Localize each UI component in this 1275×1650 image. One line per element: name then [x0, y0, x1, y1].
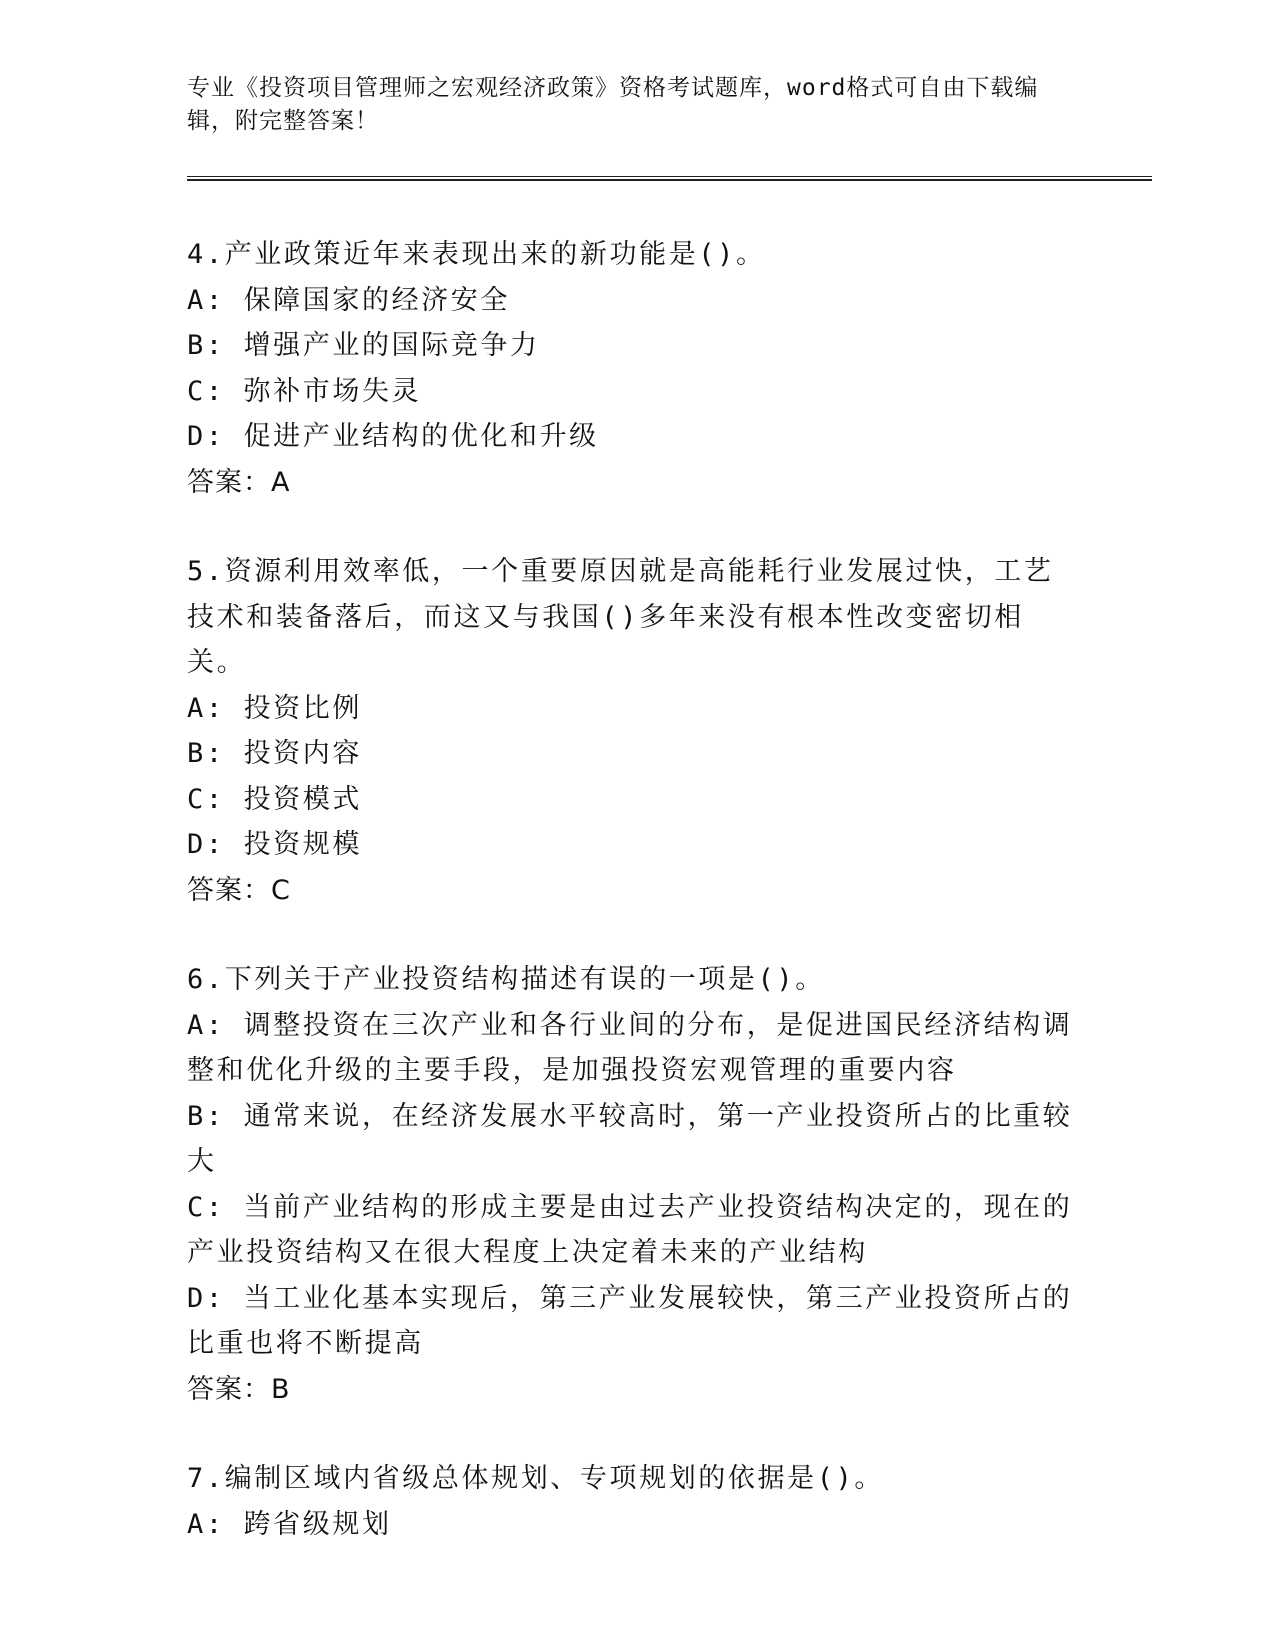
- option-a: A: 跨省级规划: [187, 1508, 392, 1540]
- option-d: D: 投资规模: [187, 829, 362, 860]
- answer: 答案：A: [187, 466, 291, 498]
- option-a: A: 调整投资在三次产业和各行业间的分布，是促进国民经济结构调整和优化升级的主要手段，是加强投资宏观管理的重要内容: [187, 1009, 1073, 1086]
- option-a: A: 投资比例: [187, 692, 362, 724]
- question-6: [187, 957, 1077, 1412]
- question-stem: 7.编制区域内省级总体规划、专项规划的依据是()。: [187, 1463, 885, 1494]
- option-b: B: 通常来说，在经济发展水平较高时，第一产业投资所占的比重较大: [187, 1100, 1073, 1177]
- option-b: B: 投资内容: [187, 738, 362, 769]
- question-stem: 6.下列关于产业投资结构描述有误的一项是()。: [187, 964, 825, 995]
- header-note: 专业《投资项目管理师之宏观经济政策》资格考试题库，word格式可自由下载编辑，附完整答案！: [187, 75, 1039, 134]
- question-stem: 4.产业政策近年来表现出来的新功能是()。: [187, 239, 766, 270]
- option-b: B: 增强产业的国际竞争力: [187, 330, 540, 361]
- divider-thin-line: [187, 176, 1152, 177]
- question-list: [187, 232, 1077, 1591]
- option-a: A: 保障国家的经济安全: [187, 284, 510, 316]
- question-5: [187, 549, 1077, 913]
- question-stem: 5.资源利用效率低，一个重要原因就是高能耗行业发展过快，工艺技术和装备落后，而这又与我国()多年来没有根本性改变密切相关。: [187, 556, 1054, 678]
- answer: 答案：B: [187, 1373, 291, 1405]
- option-c: C: 投资模式: [187, 783, 362, 815]
- option-c: C: 弥补市场失灵: [187, 375, 422, 407]
- option-c: C: 当前产业结构的形成主要是由过去产业投资结构决定的，现在的产业投资结构又在很大程度上决定着未来的产业结构: [187, 1191, 1073, 1268]
- option-d: D: 当工业化基本实现后，第三产业发展较快，第三产业投资所占的比重也将不断提高: [187, 1282, 1073, 1359]
- divider-thick-line: [187, 179, 1152, 181]
- answer: 答案：C: [187, 874, 291, 906]
- question-4: [187, 232, 1077, 505]
- question-7: [187, 1456, 1077, 1547]
- header-divider: [187, 176, 1152, 181]
- option-d: D: 促进产业结构的优化和升级: [187, 421, 599, 452]
